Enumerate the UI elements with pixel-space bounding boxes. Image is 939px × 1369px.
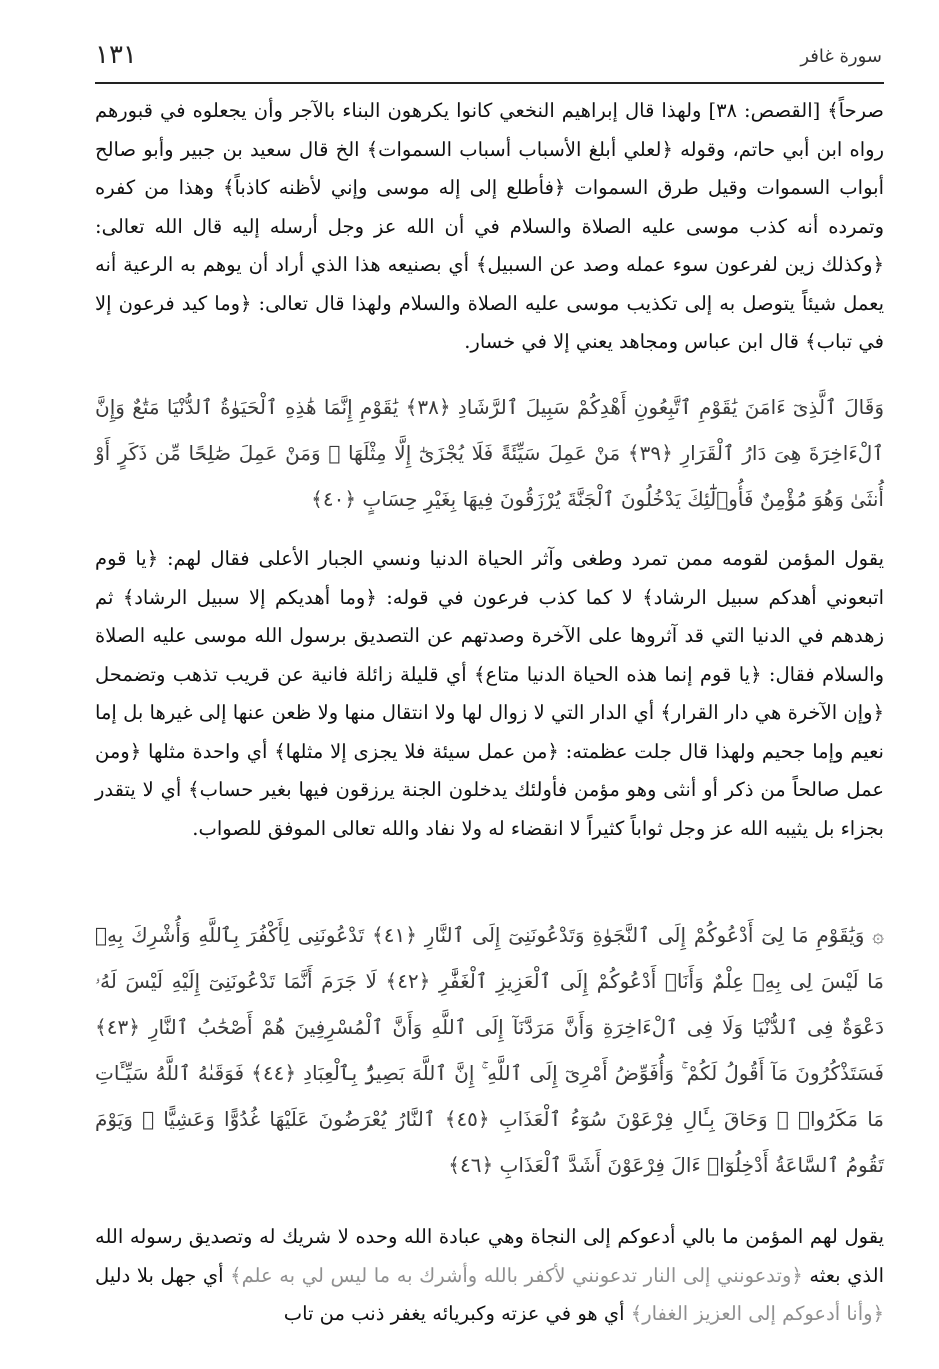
tafsir-text-3 [95,1218,884,1334]
tafsir-3-part-3: أي هو في عزته وكبريائه يغفر ذنب من تاب [283,1302,625,1325]
quran-verses-38-40 [95,384,884,522]
quoted-verse-2: ﴿وأنا أدعوكم إلى العزيز الغفار﴾ [630,1302,884,1325]
tafsir-text-1: صرحاً﴾ [القصص: ٣٨] ولهذا قال إبراهيم النخعي كانوا يكرهون البناء بالآجر وأن يجعلوه في قبورهم رواه ابن أبي حاتم، وقوله ﴿لعلي أبلغ الأسباب أسباب السموات﴾ الخ قال سعيد بن جبير وأبو صالح أبواب السموات وقيل طرق السموات ﴿فأطلع إلى إله موسى وإني لأظنه كاذباً﴾ وهذا من كفره وتمرده أنه كذب موسى عليه الصلاة والسلام في أن الله عز وجل أرسله إليه قال الله تعالى: ﴿وكذلك زين لفرعون سوء عمله وصد عن السبيل﴾ أي بصنيعه هذا الذي أراد أن يوهم به الرعية أنه يعمل شيئاً يتوصل به إلى تكذيب موسى عليه الصلاة والسلام ولهذا قال تعالى: ﴿وما كيد فرعون إلا في تباب﴾ قال ابن عباس ومجاهد يعني إلا في خسار. [95,99,884,353]
tafsir-paragraph-2 [95,540,884,848]
page-header [95,38,884,84]
tafsir-paragraph-1 [95,92,884,362]
tafsir-text-2: يقول المؤمن لقومه ممن تمرد وطغى وآثر الحياة الدنيا ونسي الجبار الأعلى فقال لهم: ﴿يا قوم اتبعوني أهدكم سبيل الرشاد﴾ لا كما كذب فرعون في قوله: ﴿وما أهديكم إلا سبيل الرشاد﴾ ثم زهدهم في الدنيا التي قد آثروها على الآخرة وصدتهم عن التصديق برسول الله موسى عليه الصلاة والسلام فقال: ﴿يا قوم إنما هذه الحياة الدنيا متاع﴾ أي قليلة زائلة فانية عن قريب تذهب وتضمحل ﴿وإن الآخرة هي دار القرار﴾ أي الدار التي لا زوال لها ولا انتقال منها ولا ظعن عنها إلى غيرها بل إما نعيم وإما جحيم ولهذا قال جلت عظمته: ﴿من عمل سيئة فلا يجزى إلا مثلها﴾ أي واحدة مثلها ﴿ومن عمل صالحاً من ذكر أو أنثى وهو مؤمن فأولئك يدخلون الجنة يرزقون فيها بغير حساب﴾ أي لا يتقدر بجزاء بل يثيبه الله عز وجل ثواباً كثيراً لا انقضاء له ولا نفاد والله تعالى الموفق للصواب. [95,547,884,840]
verse-text-1: وَقَالَ ٱلَّذِىٓ ءَامَنَ يَٰقَوْمِ ٱتَّبِعُونِ أَهْدِكُمْ سَبِيلَ ٱلرَّشَادِ ﴿٣٨﴾ يَٰقَوْمِ إِنَّمَا هَٰذِهِ ٱلْحَيَوٰةُ ٱلدُّنْيَا مَتَٰعٌ وَإِنَّ ٱلْءَاخِرَةَ هِىَ دَارُ ٱلْقَرَارِ ﴿٣٩﴾ مَنْ عَمِلَ سَيِّئَةً فَلَا يُجْزَىٰٓ إِلَّا مِثْلَهَا ۖ وَمَنْ عَمِلَ صَٰلِحًا مِّن ذَكَرٍ أَوْ أُنثَىٰ وَهُوَ مُؤْمِنٌ فَأُو۟لَٰٓئِكَ يَدْخُلُونَ ٱلْجَنَّةَ يُرْزَقُونَ فِيهَا بِغَيْرِ حِسَابٍ ﴿٤٠﴾ [95,395,884,511]
surah-title: سورة غافر [800,46,882,67]
tafsir-3-part-1: يقول لهم المؤمن ما بالي أدعوكم إلى النجاة وهي عبادة الله وحده لا شريك له وتصديق رسوله الله الذي بعثه [95,1225,884,1287]
quran-verses-41-46 [95,912,884,1188]
page-number: ١٣١ [95,40,137,70]
verse-text-2: ۞ وَيَٰقَوْمِ مَا لِىٓ أَدْعُوكُمْ إِلَى ٱلنَّجَوٰةِ وَتَدْعُونَنِىٓ إِلَى ٱلنَّارِ ﴿٤١﴾ تَدْعُونَنِى لِأَكْفُرَ بِٱللَّهِ وَأُشْرِكَ بِهِۦ مَا لَيْسَ لِى بِهِۦ عِلْمٌ وَأَنَا۠ أَدْعُوكُمْ إِلَى ٱلْعَزِيزِ ٱلْغَفَّٰرِ ﴿٤٢﴾ لَا جَرَمَ أَنَّمَا تَدْعُونَنِىٓ إِلَيْهِ لَيْسَ لَهُۥ دَعْوَةٌ فِى ٱلدُّنْيَا وَلَا فِى ٱلْءَاخِرَةِ وَأَنَّ مَرَدَّنَآ إِلَى ٱللَّهِ وَأَنَّ ٱلْمُسْرِفِينَ هُمْ أَصْحَٰبُ ٱلنَّارِ ﴿٤٣﴾ فَسَتَذْكُرُونَ مَآ أَقُولُ لَكُمْ ۚ وَأُفَوِّضُ أَمْرِىٓ إِلَى ٱللَّهِ ۚ إِنَّ ٱللَّهَ بَصِيرٌۢ بِٱلْعِبَادِ ﴿٤٤﴾ فَوَقَىٰهُ ٱللَّهُ سَيِّـَٔاتِ مَا مَكَرُوا۟ ۖ وَحَاقَ بِـَٔالِ فِرْعَوْنَ سُوٓءُ ٱلْعَذَابِ ﴿٤٥﴾ ٱلنَّارُ يُعْرَضُونَ عَلَيْهَا غُدُوًّا وَعَشِيًّا ۖ وَيَوْمَ تَقُومُ ٱلسَّاعَةُ أَدْخِلُوٓا۟ ءَالَ فِرْعَوْنَ أَشَدَّ ٱلْعَذَابِ ﴿٤٦﴾ [95,923,884,1177]
quoted-verse-1: ﴿وتدعونني إلى النار تدعونني لأكفر بالله وأشرك به ما ليس لي به علم﴾ [230,1263,803,1287]
tafsir-3-part-2: أي جهل بلا دليل [95,1263,224,1287]
tafsir-paragraph-3 [95,1218,884,1334]
